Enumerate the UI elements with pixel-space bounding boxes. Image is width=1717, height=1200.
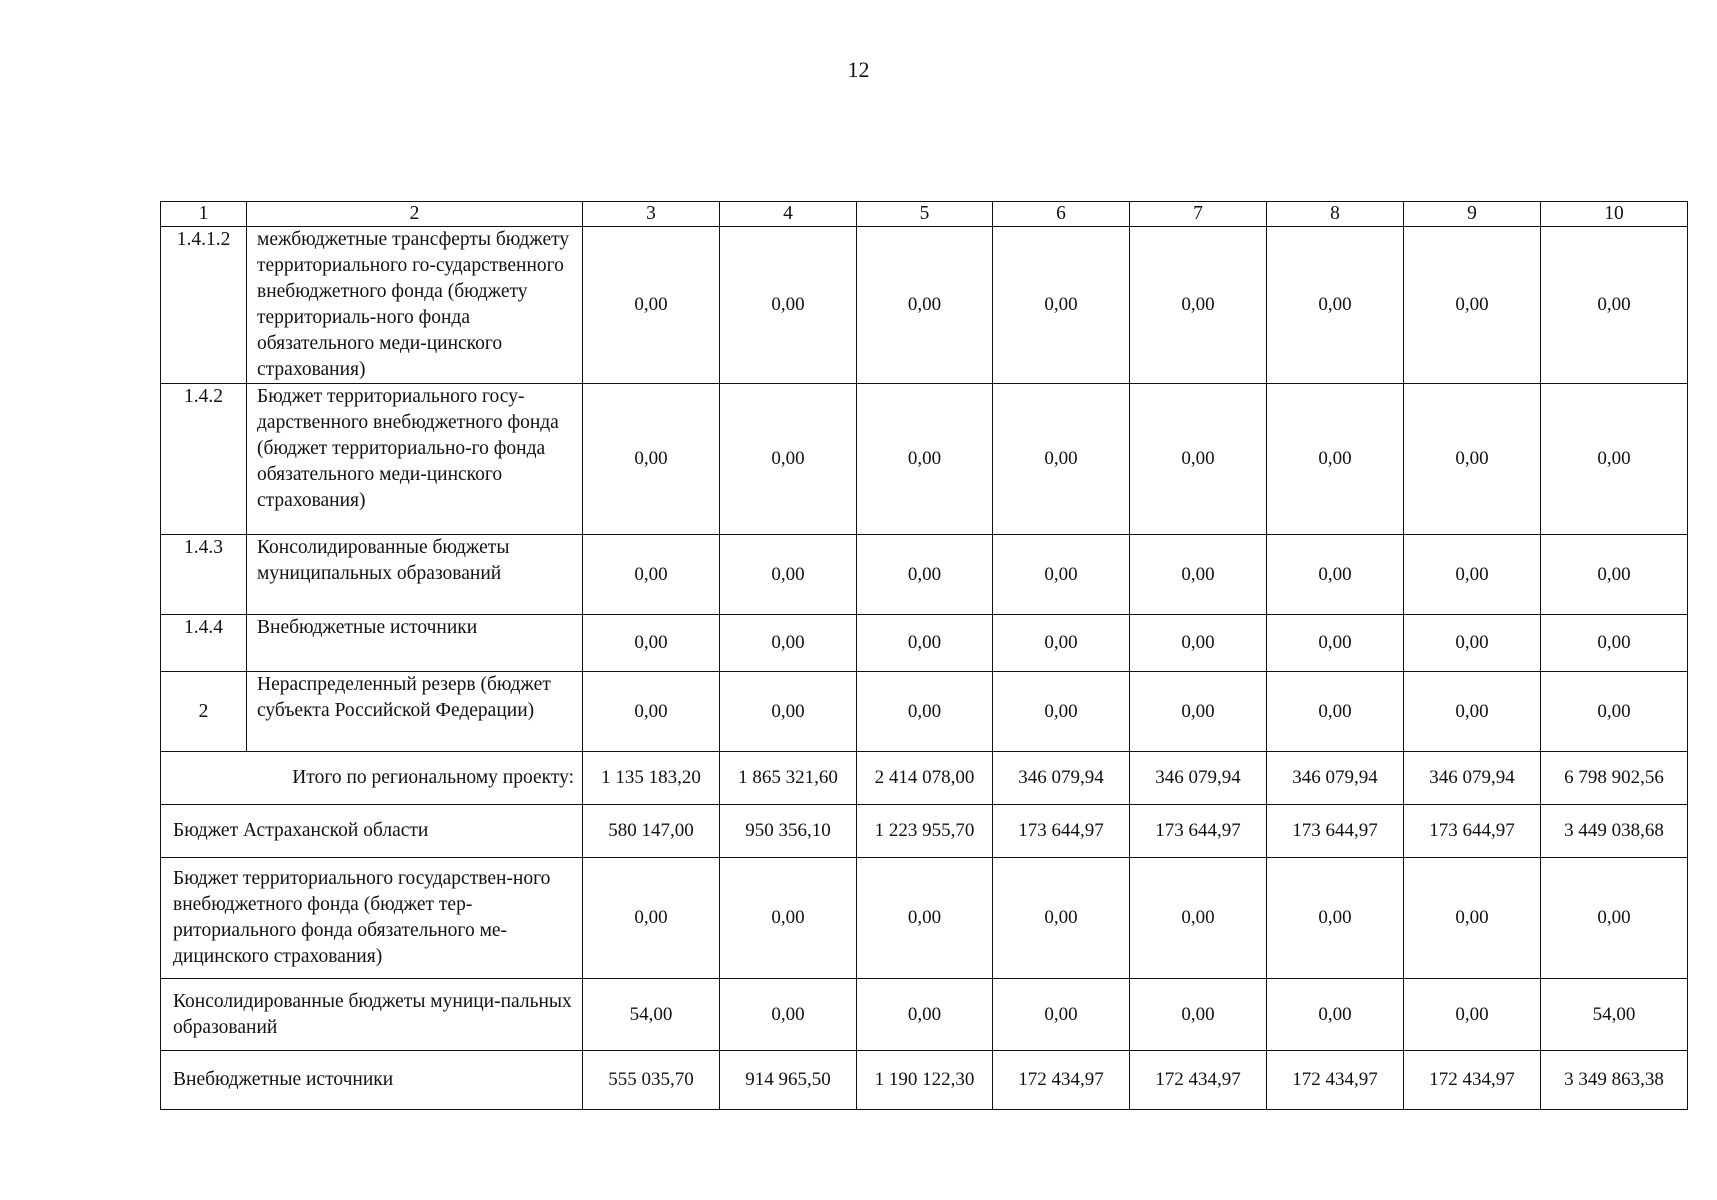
total-value-cell: 346 079,94 — [1267, 752, 1404, 805]
budget-table — [160, 201, 1688, 1110]
value-cell: 0,00 — [993, 615, 1130, 672]
row-label — [247, 384, 583, 535]
value-cell: 0,00 — [857, 227, 993, 384]
value-cell: 0,00 — [583, 672, 720, 752]
total-label: Итого по региональному проекту: — [161, 752, 583, 805]
table-row — [161, 227, 1688, 384]
column-header: 1 — [161, 202, 247, 227]
column-number-row — [161, 202, 1688, 227]
funding-value-cell: 1 190 122,30 — [857, 1051, 993, 1110]
funding-value-cell: 3 349 863,38 — [1541, 1051, 1688, 1110]
value-cell: 0,00 — [993, 535, 1130, 615]
value-cell: 0,00 — [583, 227, 720, 384]
table-row — [161, 535, 1688, 615]
funding-value-cell: 172 434,97 — [1130, 1051, 1267, 1110]
funding-value-cell: 0,00 — [857, 979, 993, 1051]
funding-value-cell: 54,00 — [583, 979, 720, 1051]
funding-value-cell: 3 449 038,68 — [1541, 805, 1688, 858]
value-cell: 0,00 — [583, 384, 720, 535]
value-cell: 0,00 — [1541, 535, 1688, 615]
value-cell: 0,00 — [1267, 535, 1404, 615]
value-cell: 0,00 — [583, 535, 720, 615]
row-label — [247, 535, 583, 615]
value-cell: 0,00 — [1267, 672, 1404, 752]
funding-value-cell: 0,00 — [1130, 979, 1267, 1051]
row-label — [247, 672, 583, 752]
value-cell: 0,00 — [1404, 535, 1541, 615]
column-header: 10 — [1541, 202, 1688, 227]
row-label — [247, 615, 583, 672]
value-cell: 0,00 — [993, 227, 1130, 384]
table-row — [161, 615, 1688, 672]
funding-value-cell: 555 035,70 — [583, 1051, 720, 1110]
value-cell: 0,00 — [720, 227, 857, 384]
value-cell: 0,00 — [1404, 384, 1541, 535]
row-code: 2 — [161, 672, 247, 752]
column-header: 4 — [720, 202, 857, 227]
column-header: 7 — [1130, 202, 1267, 227]
funding-value-cell: 0,00 — [1267, 979, 1404, 1051]
page-number: 12 — [847, 57, 870, 82]
value-cell: 0,00 — [1130, 227, 1267, 384]
funding-source-row — [161, 805, 1688, 858]
funding-value-cell: 1 223 955,70 — [857, 805, 993, 858]
value-cell: 0,00 — [720, 672, 857, 752]
funding-value-cell: 0,00 — [583, 858, 720, 979]
table-row — [161, 672, 1688, 752]
total-value-cell: 346 079,94 — [1404, 752, 1541, 805]
value-cell: 0,00 — [1130, 535, 1267, 615]
total-value-cell: 6 798 902,56 — [1541, 752, 1688, 805]
column-header: 2 — [247, 202, 583, 227]
total-row — [161, 752, 1688, 805]
value-cell: 0,00 — [1267, 384, 1404, 535]
row-label-text: Нераспределенный резерв (бюджет субъекта Российской Федерации) — [257, 674, 551, 721]
funding-value-cell: 0,00 — [993, 858, 1130, 979]
value-cell: 0,00 — [1404, 615, 1541, 672]
value-cell: 0,00 — [583, 615, 720, 672]
funding-source-row — [161, 1051, 1688, 1110]
funding-value-cell: 173 644,97 — [993, 805, 1130, 858]
value-cell: 0,00 — [720, 535, 857, 615]
column-header: 9 — [1404, 202, 1541, 227]
row-label-text: межбюджетные трансферты бюджету территориального го-сударственного внебюджетного фонда (бюджету территориаль-ного фонда обязательного меди-цинского страхования) — [257, 229, 570, 380]
row-label — [247, 227, 583, 384]
column-header: 8 — [1267, 202, 1404, 227]
value-cell: 0,00 — [1541, 672, 1688, 752]
row-label-text: Консолидированные бюджеты муниципальных образований — [257, 537, 510, 584]
value-cell: 0,00 — [1541, 384, 1688, 535]
total-value-cell: 1 865 321,60 — [720, 752, 857, 805]
value-cell: 0,00 — [993, 384, 1130, 535]
column-header: 6 — [993, 202, 1130, 227]
funding-source-label: Внебюджетные источники — [161, 1051, 583, 1110]
row-code: 1.4.1.2 — [161, 227, 247, 384]
funding-source-label: Консолидированные бюджеты муници-пальных образований — [161, 979, 583, 1051]
row-label-text: Внебюджетные источники — [257, 617, 478, 638]
row-code: 1.4.2 — [161, 384, 247, 535]
funding-value-cell: 0,00 — [993, 979, 1130, 1051]
total-value-cell: 346 079,94 — [993, 752, 1130, 805]
funding-value-cell: 0,00 — [1404, 858, 1541, 979]
value-cell: 0,00 — [1404, 672, 1541, 752]
funding-value-cell: 950 356,10 — [720, 805, 857, 858]
funding-value-cell: 173 644,97 — [1267, 805, 1404, 858]
funding-value-cell: 914 965,50 — [720, 1051, 857, 1110]
funding-value-cell: 173 644,97 — [1404, 805, 1541, 858]
funding-value-cell: 0,00 — [1267, 858, 1404, 979]
value-cell: 0,00 — [857, 384, 993, 535]
table-row — [161, 384, 1688, 535]
funding-value-cell: 172 434,97 — [1267, 1051, 1404, 1110]
value-cell: 0,00 — [857, 535, 993, 615]
funding-value-cell: 172 434,97 — [1404, 1051, 1541, 1110]
funding-value-cell: 580 147,00 — [583, 805, 720, 858]
total-value-cell: 1 135 183,20 — [583, 752, 720, 805]
funding-value-cell: 0,00 — [857, 858, 993, 979]
funding-value-cell: 0,00 — [1404, 979, 1541, 1051]
total-value-cell: 2 414 078,00 — [857, 752, 993, 805]
value-cell: 0,00 — [720, 615, 857, 672]
column-header: 3 — [583, 202, 720, 227]
row-code: 1.4.4 — [161, 615, 247, 672]
row-code: 1.4.3 — [161, 535, 247, 615]
funding-value-cell: 0,00 — [1130, 858, 1267, 979]
value-cell: 0,00 — [1267, 615, 1404, 672]
funding-value-cell: 173 644,97 — [1130, 805, 1267, 858]
value-cell: 0,00 — [1404, 227, 1541, 384]
funding-source-row — [161, 979, 1688, 1051]
funding-value-cell: 172 434,97 — [993, 1051, 1130, 1110]
total-value-cell: 346 079,94 — [1130, 752, 1267, 805]
value-cell: 0,00 — [1130, 384, 1267, 535]
funding-source-label: Бюджет Астраханской области — [161, 805, 583, 858]
funding-value-cell: 0,00 — [720, 858, 857, 979]
value-cell: 0,00 — [720, 384, 857, 535]
value-cell: 0,00 — [993, 672, 1130, 752]
value-cell: 0,00 — [1541, 227, 1688, 384]
funding-value-cell: 0,00 — [1541, 858, 1688, 979]
value-cell: 0,00 — [1130, 615, 1267, 672]
funding-value-cell: 54,00 — [1541, 979, 1688, 1051]
funding-source-label: Бюджет территориального государствен-ного внебюджетного фонда (бюджет тер-риториального фонда обязательного ме-дицинского страхования) — [161, 858, 583, 979]
funding-source-row — [161, 858, 1688, 979]
value-cell: 0,00 — [857, 615, 993, 672]
value-cell: 0,00 — [1130, 672, 1267, 752]
value-cell: 0,00 — [857, 672, 993, 752]
column-header: 5 — [857, 202, 993, 227]
value-cell: 0,00 — [1267, 227, 1404, 384]
row-label-text: Бюджет территориального госу-дарственного внебюджетного фонда (бюджет территориально-го фонда обязательного меди-цинского страхования) — [257, 386, 559, 511]
value-cell: 0,00 — [1541, 615, 1688, 672]
funding-value-cell: 0,00 — [720, 979, 857, 1051]
